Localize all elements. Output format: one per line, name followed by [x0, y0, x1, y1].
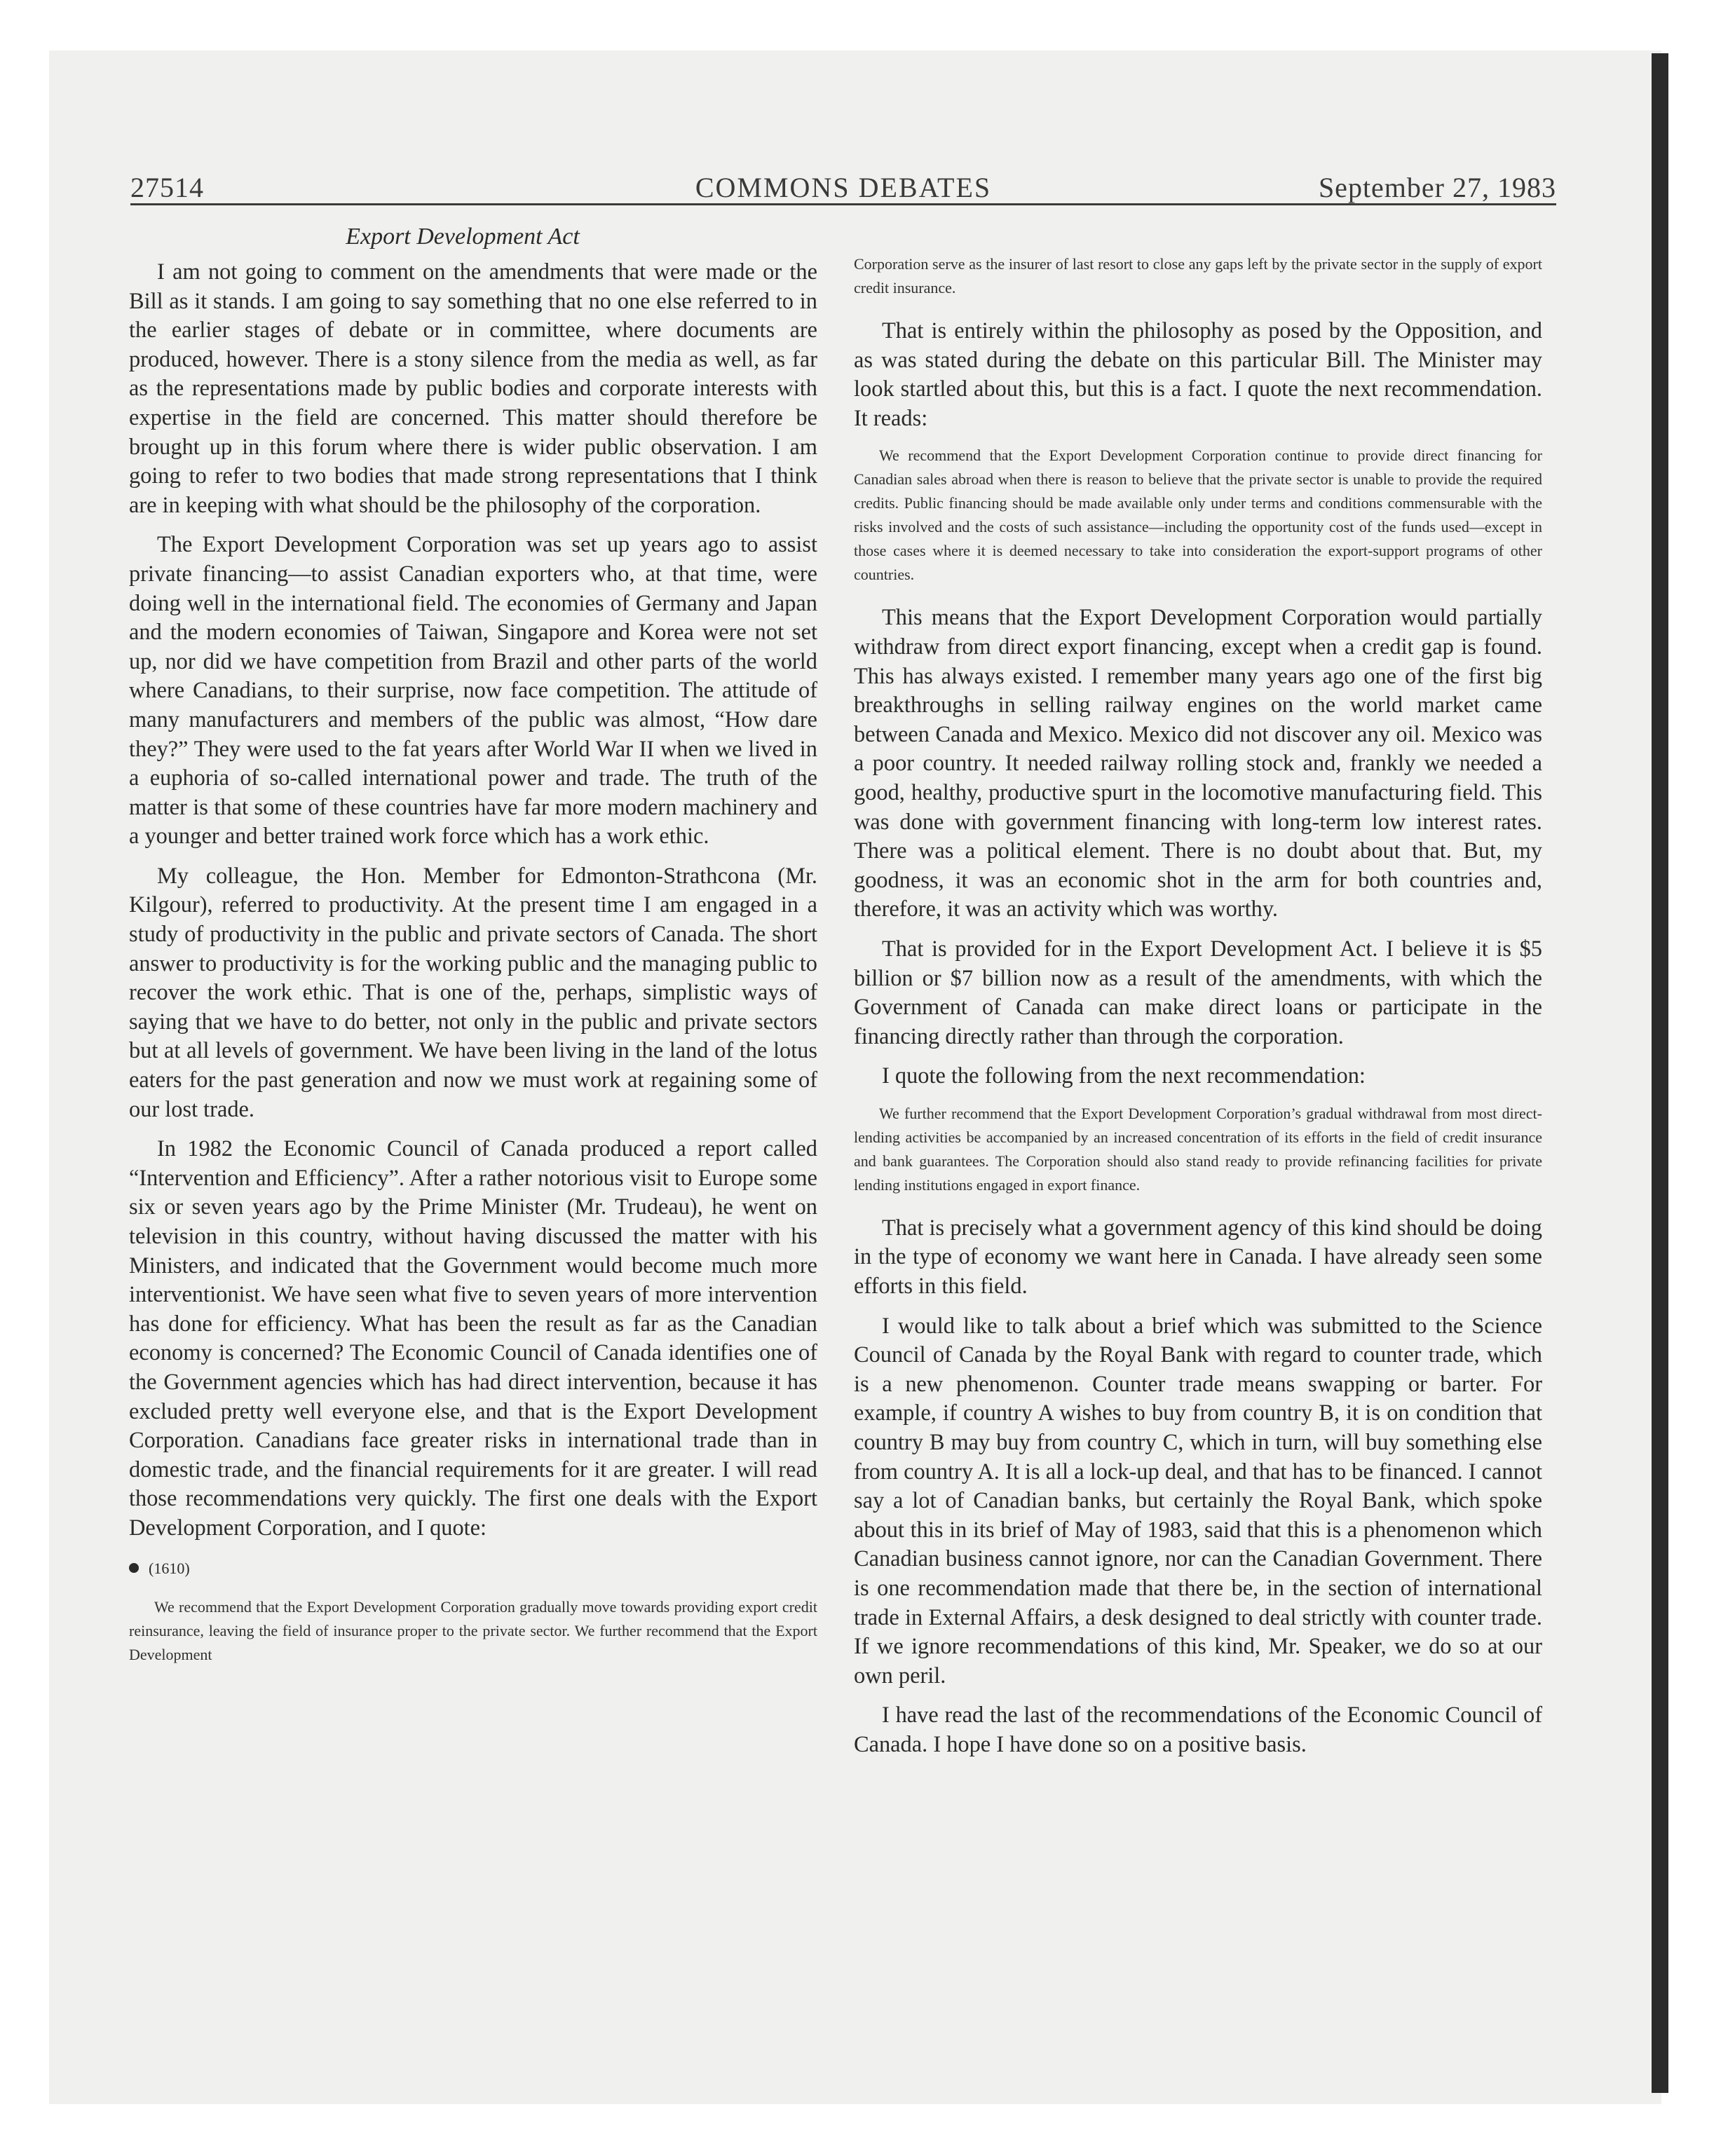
paragraph: I am not going to comment on the amendments that were made or the Bill as it stands. I am going to say something that no one else referred to in the earlier stages of debate or in committee, where documents are produced, however. There is a stony silence from the media as well, as far as the representations made by public bodies and corporate interests with expertise in the field are concerned. This matter should therefore be brought up in this forum where there is wider public observation. I am going to refer to two bodies that made strong representations that I think are in keeping with what should be the philosophy of the corporation. — [129, 259, 817, 518]
paragraph: That is precisely what a government agency of this kind should be doing in the type of economy we want here in Canada. I have already seen some efforts in this field. — [854, 1215, 1542, 1299]
paragraph: That is entirely within the philosophy as posed by the Opposition, and as was stated during the debate on this particular Bill. The Minister may look startled about this, but this is a fact. I quote the next recommendation. It reads: — [854, 318, 1542, 431]
page-number: 27514 — [130, 172, 204, 203]
paragraph: The Export Development Corporation was set up years ago to assist private financing—to assist Canadian exporters who, at that time, were doing well in the international field. The economies of Germany and Japan and the modern economies of Taiwan, Singapore and Korea were not set up, nor did we have competition from Brazil and other parts of the world where Canadians, to their surprise, now face competition. The attitude of many manufacturers and members of the public was almost, “How dare they?” They were used to the fat years after World War II when we lived in a euphoria of so-called international power and trade. The truth of the matter is that some of these countries have far more modern machinery and a younger and better trained work force which has a work ethic. — [129, 532, 817, 850]
time-marker-label: (1610) — [149, 1559, 190, 1577]
header-rule — [130, 203, 1556, 205]
right-column — [854, 252, 1542, 1770]
quotation: We further recommend that the Export Development Corporation’s gradual withdrawal from most direct-lending activities be accompanied by an increased concentration of its efforts in the field of credit insurance and bank guarantees. The Corporation should also stand ready to provide refinancing facilities for private lending institutions engaged in export finance. — [854, 1104, 1542, 1194]
binding-edge — [1652, 53, 1668, 2093]
left-column — [129, 223, 817, 1684]
page-date: September 27, 1983 — [1318, 172, 1556, 203]
paragraph: I have read the last of the recommendations of the Economic Council of Canada. I hope I have done so on a positive basis. — [854, 1703, 1542, 1757]
section-title: Export Development Act — [346, 224, 580, 250]
quotation-continued: Corporation serve as the insurer of last resort to close any gaps left by the private sector in the supply of export credit insurance. — [854, 255, 1542, 296]
paragraph: That is provided for in the Export Development Act. I believe it is $5 billion or $7 billion now as a result of the amendments, with which the Government of Canada can make direct loans or participate in the financing directly rather than through the corporation. — [854, 936, 1542, 1049]
publication-title: COMMONS DEBATES — [695, 172, 992, 203]
quotation: We recommend that the Export Development Corporation continue to provide direct financing for Canadian sales abroad when there is reason to believe that the private sector is unable to provide the required credits. Public financing should be made available only under terms and conditions commensurable with the risks involved and the costs of such assistance—including the opportunity cost of the funds used—except in those cases where it is deemed necessary to take into consideration the export-support programs of other countries. — [854, 446, 1542, 584]
paragraph: In 1982 the Economic Council of Canada produced a report called “Intervention and Efficiency”. After a rather notorious visit to Europe some six or seven years ago by the Prime Minister (Mr. Trudeau), he went on television in this country, without having discussed the matter with his Ministers, and indicated that the Government would become much more interventionist. We have seen what five to seven years of more intervention has done for efficiency. What has been the result as far as the Canadian economy is concerned? The Economic Council of Canada identifies one of the Government agencies which has had direct intervention, because it has excluded pretty well everyone else, and that is the Export Development Corporation. Canadians face greater risks in international trade than in domestic trade, and the financial requirements for it are greater. I will read those recommendations very quickly. The first one deals with the Export Development Corporation, and I quote: — [129, 1136, 817, 1541]
time-marker — [129, 1554, 817, 1583]
paragraph: I would like to talk about a brief which was submitted to the Science Council of Canada by the Royal Bank with regard to counter trade, which is a new phenomenon. Counter trade means swapping or barter. For example, if country A wishes to buy from country B, it is on condition that country B may buy from country C, which in turn, will buy something else from country A. It is all a lock-up deal, and that has to be financed. I cannot say a lot of Canadian banks, but certainly the Royal Bank, which spoke about this in its brief of May of 1983, said that this is a phenomenon which Canadian business cannot ignore, nor can the Canadian Government. There is one recommendation made that there be, in the section of international trade in External Affairs, a desk designed to deal strictly with counter trade. If we ignore recommendations of this kind, Mr. Speaker, we do so at our own peril. — [854, 1313, 1542, 1688]
paragraph: I quote the following from the next recommendation: — [882, 1063, 1366, 1089]
page-header — [130, 165, 1556, 203]
paragraph: This means that the Export Development Corporation would partially withdraw from direct export financing, except when a credit gap is found. This has always existed. I remember many years ago one of the first big breakthroughs in selling railway engines on the world market came between Canada and Mexico. Mexico did not discover any oil. Mexico was a poor country. It needed railway rolling stock and, frankly we needed a good, healthy, productive spurt in the locomotive manufacturing field. This was done with government financing with long-term low interest rates. There was a political element. There is no doubt about that. But, my goodness, it was an economic shot in the arm for both countries and, therefore, it was an activity which was worthy. — [854, 605, 1542, 922]
bullet-icon — [129, 1563, 139, 1573]
quotation: We recommend that the Export Development Corporation gradually move towards providing export credit reinsurance, leaving the field of insurance proper to the private sector. We further recommend that the Export Development — [129, 1598, 817, 1664]
paragraph: My colleague, the Hon. Member for Edmonton-Strathcona (Mr. Kilgour), referred to productivity. At the present time I am engaged in a study of productivity in the public and private sectors of Canada. The short answer to productivity is for the working public and the managing public to recover the work ethic. That is one of the, perhaps, simplistic ways of saying that we have to do better, not only in the public and private sectors but at all levels of government. We have been living in the land of the lotus eaters for the past generation and now we must work at regaining some of our lost trade. — [129, 863, 817, 1122]
